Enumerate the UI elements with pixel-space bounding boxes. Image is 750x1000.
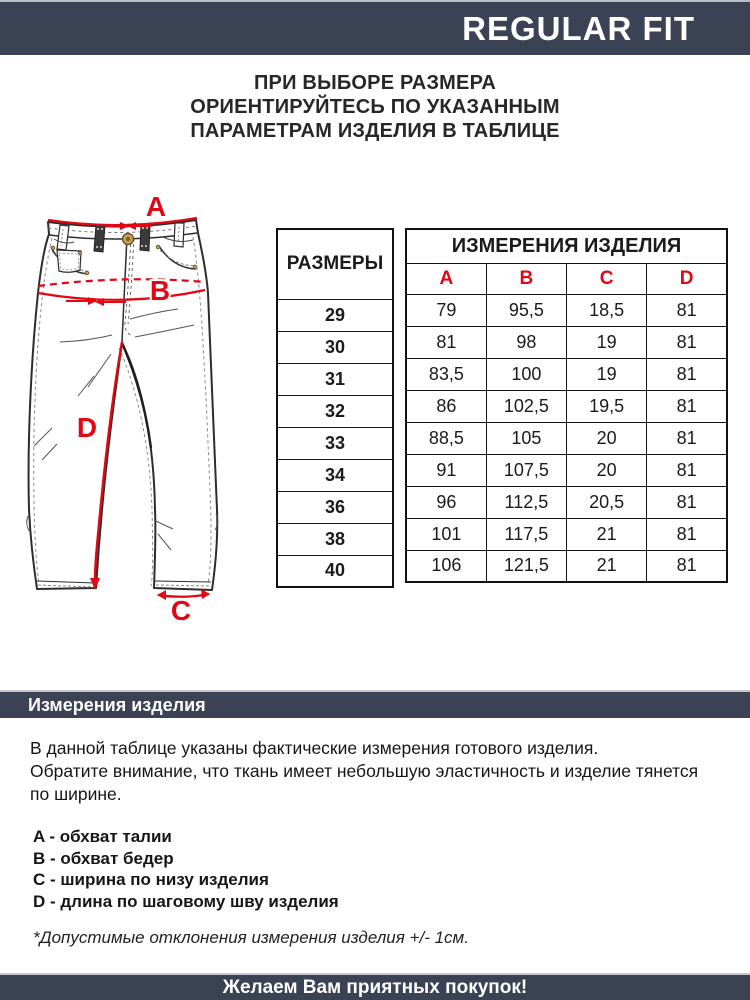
measure-cell: 106 xyxy=(406,550,486,582)
measure-cell: 81 xyxy=(647,486,727,518)
measure-cell: 98 xyxy=(486,326,566,358)
sizes-table xyxy=(276,228,394,588)
size-row xyxy=(277,299,393,331)
size-row xyxy=(277,331,393,363)
measure-cell: 117,5 xyxy=(486,518,566,550)
footer-band xyxy=(0,973,750,1000)
measure-cell: 81 xyxy=(647,294,727,326)
measure-cell: 21 xyxy=(567,550,647,582)
measure-cell: 81 xyxy=(647,454,727,486)
measure-cell: 81 xyxy=(406,326,486,358)
size-row xyxy=(277,363,393,395)
measure-cell: 20,5 xyxy=(567,486,647,518)
measure-cell: 79 xyxy=(406,294,486,326)
measurement-legend xyxy=(33,826,339,912)
measure-col-header: D xyxy=(647,263,727,294)
size-row xyxy=(277,555,393,587)
size-cell: 29 xyxy=(277,299,393,331)
size-row xyxy=(277,395,393,427)
paragraph-line: Обратите внимание, что ткань имеет небольшую эластичность и изделие тянется xyxy=(30,761,699,781)
label-b: B xyxy=(149,275,171,306)
measure-cell: 19 xyxy=(567,358,647,390)
section-title: Измерения изделия xyxy=(28,694,206,715)
measure-cell: 86 xyxy=(406,390,486,422)
top-bar xyxy=(0,0,750,55)
measure-cell: 18,5 xyxy=(567,294,647,326)
measure-row xyxy=(406,550,727,582)
measure-cell: 105 xyxy=(486,422,566,454)
heading-line: ОРИЕНТИРУЙТЕСЬ ПО УКАЗАННЫМ xyxy=(190,96,560,118)
heading-line: ПАРАМЕТРАМ ИЗДЕЛИЯ В ТАБЛИЦЕ xyxy=(190,120,560,142)
footer-message: Желаем Вам приятных покупок! xyxy=(222,976,528,998)
label-a: A xyxy=(145,191,167,222)
size-cell: 31 xyxy=(277,363,393,395)
size-cell: 30 xyxy=(277,331,393,363)
size-cell: 32 xyxy=(277,395,393,427)
measure-col-header: A xyxy=(406,263,486,294)
measure-cell: 81 xyxy=(647,550,727,582)
tolerance-note: *Допустимые отклонения измерения изделия +/- 1см. xyxy=(33,928,469,947)
measure-row xyxy=(406,358,727,390)
legend-item: D - длина по шаговому шву изделия xyxy=(33,891,339,911)
measure-cell: 81 xyxy=(647,390,727,422)
jeans-silhouette xyxy=(29,220,218,590)
measure-cell: 20 xyxy=(567,454,647,486)
label-d: D xyxy=(76,412,98,443)
size-cell: 33 xyxy=(277,427,393,459)
measure-cols-row xyxy=(406,263,727,294)
measure-cell: 83,5 xyxy=(406,358,486,390)
size-row xyxy=(277,523,393,555)
measure-cell: 112,5 xyxy=(486,486,566,518)
measure-cell: 88,5 xyxy=(406,422,486,454)
measure-row xyxy=(406,486,727,518)
legend-item: B - обхват бедер xyxy=(33,848,174,868)
measure-row xyxy=(406,390,727,422)
heading-line: ПРИ ВЫБОРЕ РАЗМЕРА xyxy=(253,72,497,94)
sizes-table-body xyxy=(277,299,393,587)
measure-cell: 20 xyxy=(567,422,647,454)
page-heading xyxy=(0,71,750,143)
paragraph-line: В данной таблице указаны фактические измерения готового изделия. xyxy=(30,738,599,758)
measure-cell: 100 xyxy=(486,358,566,390)
measure-row xyxy=(406,326,727,358)
measurements-header: ИЗМЕРЕНИЯ ИЗДЕЛИЯ xyxy=(406,229,727,263)
measure-cell: 81 xyxy=(647,518,727,550)
measure-cell: 81 xyxy=(647,422,727,454)
measure-cell: 81 xyxy=(647,326,727,358)
label-c: C xyxy=(170,595,192,626)
measure-row xyxy=(406,422,727,454)
sizes-header: РАЗМЕРЫ xyxy=(277,229,393,299)
measure-table-body xyxy=(406,294,727,582)
paragraph-line: по ширине. xyxy=(30,784,122,804)
measure-row xyxy=(406,518,727,550)
measurements-table xyxy=(405,228,728,583)
size-cell: 40 xyxy=(277,555,393,587)
size-row xyxy=(277,491,393,523)
size-cell: 36 xyxy=(277,491,393,523)
legend-item: C - ширина по низу изделия xyxy=(33,870,269,889)
measure-cell: 101 xyxy=(406,518,486,550)
measure-cell: 21 xyxy=(567,518,647,550)
description-paragraph xyxy=(30,737,730,806)
measure-cell: 96 xyxy=(406,486,486,518)
section-band xyxy=(0,690,750,718)
fit-title: REGULAR FIT xyxy=(462,9,695,47)
size-cell: 38 xyxy=(277,523,393,555)
size-cell: 34 xyxy=(277,459,393,491)
measure-cell: 95,5 xyxy=(486,294,566,326)
measure-row xyxy=(406,294,727,326)
measure-cell: 102,5 xyxy=(486,390,566,422)
measure-cell: 19 xyxy=(567,326,647,358)
measure-col-header: C xyxy=(567,263,647,294)
measure-cell: 121,5 xyxy=(486,550,566,582)
measure-cell: 19,5 xyxy=(567,390,647,422)
legend-item: A - обхват талии xyxy=(33,827,172,846)
measure-cell: 91 xyxy=(406,454,486,486)
measure-row xyxy=(406,454,727,486)
measure-cell: 81 xyxy=(647,358,727,390)
jeans-diagram xyxy=(8,190,278,636)
size-row xyxy=(277,427,393,459)
measure-col-header: B xyxy=(486,263,566,294)
measure-cell: 107,5 xyxy=(486,454,566,486)
size-row xyxy=(277,459,393,491)
